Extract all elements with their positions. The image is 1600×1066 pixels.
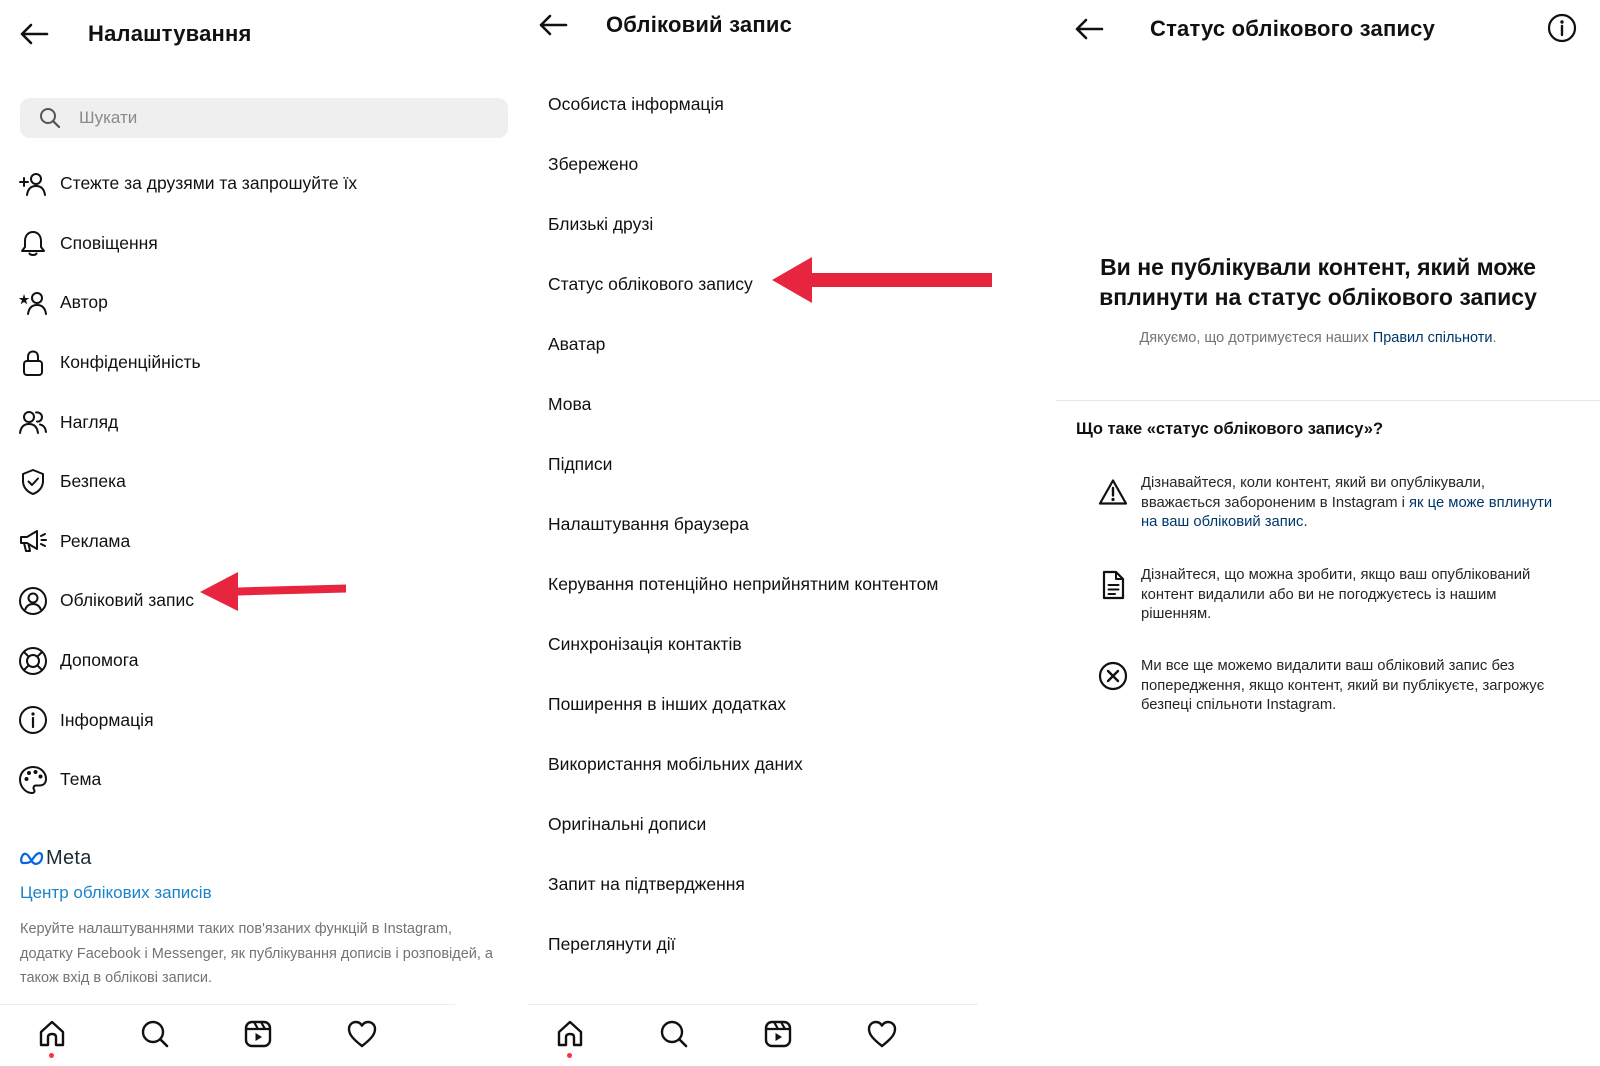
info-text: Дізнавайтеся, коли контент, який ви опублікували, вважається забороненим в Instagram і	[1141, 475, 1485, 511]
annotation-arrow	[770, 256, 996, 304]
account-status-panel	[1056, 0, 1600, 1066]
thanks-suffix: .	[1492, 330, 1497, 346]
settings-item-label: Стежте за друзями та запрошуйте їх	[60, 173, 358, 194]
notification-dot	[567, 1053, 572, 1058]
x-circle-icon	[1096, 657, 1130, 691]
settings-item-label: Реклама	[60, 530, 131, 551]
info-item	[1096, 566, 1576, 625]
settings-panel	[0, 0, 520, 1066]
settings-menu	[18, 154, 508, 810]
settings-item-supervision[interactable]	[18, 392, 508, 452]
info-icon[interactable]	[1545, 11, 1579, 45]
settings-item-creator[interactable]	[18, 273, 508, 333]
thanks-text	[1066, 330, 1570, 346]
lock-icon	[18, 348, 48, 378]
search-icon[interactable]	[657, 1017, 691, 1051]
page-title: Обліковий запис	[606, 12, 793, 37]
account-item[interactable]: Використання мобільних даних	[548, 753, 803, 774]
home-icon[interactable]	[35, 1017, 69, 1051]
annotation-arrow	[198, 568, 350, 614]
divider	[1056, 400, 1600, 401]
settings-item-security[interactable]	[18, 452, 508, 512]
account-item[interactable]: Збережено	[548, 153, 639, 174]
add-person-icon	[18, 169, 48, 199]
heart-icon[interactable]	[865, 1017, 899, 1051]
document-icon	[1096, 566, 1130, 600]
settings-item-follow-invite[interactable]	[18, 154, 508, 214]
bottom-nav	[528, 1004, 978, 1066]
settings-item-about[interactable]	[18, 690, 508, 750]
meta-accounts-center-section	[20, 845, 510, 991]
info-item-text	[1141, 474, 1561, 533]
settings-item-label: Нагляд	[60, 411, 119, 432]
back-arrow-icon[interactable]	[536, 8, 570, 42]
supervision-people-icon	[18, 407, 48, 437]
settings-item-theme[interactable]	[18, 750, 508, 810]
account-item[interactable]: Налаштування браузера	[548, 513, 749, 534]
home-icon[interactable]	[553, 1017, 587, 1051]
settings-item-ads[interactable]	[18, 512, 508, 572]
info-icon	[18, 705, 48, 735]
settings-item-label: Сповіщення	[60, 232, 158, 253]
account-item[interactable]: Оригінальні дописи	[548, 813, 707, 834]
info-suffix: .	[1303, 514, 1308, 530]
warning-triangle-icon	[1096, 474, 1130, 508]
impact-link[interactable]: як це може вплинути на ваш обліковий запис	[1141, 494, 1553, 530]
palette-icon	[18, 765, 48, 795]
meta-logo-text: Meta	[46, 846, 92, 869]
info-item-text: Дізнайтеся, що можна зробити, якщо ваш опублікований контент видалили або ви не погоджуєтесь із нашим рішенням.	[1141, 567, 1531, 622]
account-item[interactable]: Синхронізація контактів	[548, 633, 742, 654]
search-bar[interactable]	[20, 98, 508, 138]
account-item[interactable]: Запит на підтвердження	[548, 873, 745, 894]
bell-icon	[18, 228, 48, 258]
settings-item-label: Інформація	[60, 709, 154, 730]
account-circle-icon	[18, 586, 48, 616]
accounts-center-link[interactable]: Центр облікових записів	[20, 883, 212, 902]
settings-item-privacy[interactable]	[18, 333, 508, 393]
info-item-text: Ми все ще можемо видалити ваш обліковий запис без попередження, якщо контент, який ви публікуєте, загрожує безпеці спільноти Instagram.	[1141, 658, 1545, 713]
account-item[interactable]: Мова	[548, 393, 592, 414]
info-item	[1096, 474, 1576, 533]
settings-item-label: Обліковий запис	[60, 590, 195, 611]
accounts-center-description: Керуйте налаштуваннями таких пов'язаних функцій в Instagram, додатку Facebook і Messenger, як публікування дописів і розповідей, а також вхід в облікові записи.	[20, 921, 493, 986]
account-item[interactable]: Особиста інформація	[548, 93, 724, 114]
lifebuoy-icon	[18, 646, 48, 676]
megaphone-icon	[18, 526, 48, 556]
settings-item-notifications[interactable]	[18, 214, 508, 274]
meta-infinity-icon	[20, 851, 44, 865]
back-arrow-icon[interactable]	[17, 17, 51, 51]
community-guidelines-link[interactable]: Правил спільноти	[1372, 330, 1493, 346]
settings-item-label: Безпека	[60, 471, 126, 492]
account-item[interactable]: Близькі друзі	[548, 213, 654, 234]
account-panel	[528, 0, 996, 1066]
thanks-prefix: Дякуємо, що дотримуєтеся наших	[1139, 330, 1373, 346]
section-heading: Що таке «статус облікового запису»?	[1076, 420, 1384, 438]
account-menu	[548, 74, 988, 974]
search-icon	[39, 107, 61, 129]
notification-dot	[49, 1053, 54, 1058]
settings-item-label: Тема	[60, 769, 102, 790]
account-item[interactable]: Аватар	[548, 333, 606, 354]
creator-star-person-icon	[18, 288, 48, 318]
bottom-nav	[0, 1004, 455, 1066]
account-item-status[interactable]: Статус облікового запису	[548, 273, 753, 294]
settings-item-label: Допомога	[60, 650, 139, 671]
settings-item-label: Автор	[60, 292, 108, 313]
shield-check-icon	[18, 467, 48, 497]
account-item[interactable]: Керування потенційно неприйнятним контентом	[548, 573, 939, 594]
status-headline: Ви не публікували контент, який може вплинути на статус облікового запису	[1099, 254, 1537, 310]
meta-logo	[20, 845, 510, 871]
page-title: Статус облікового запису	[1150, 16, 1436, 41]
account-item[interactable]: Поширення в інших додатках	[548, 693, 787, 714]
heart-icon[interactable]	[345, 1017, 379, 1051]
reels-icon[interactable]	[241, 1017, 275, 1051]
search-input[interactable]	[79, 108, 479, 128]
back-arrow-icon[interactable]	[1072, 12, 1106, 46]
settings-item-label: Конфіденційність	[60, 352, 201, 373]
settings-item-help[interactable]	[18, 631, 508, 691]
account-item[interactable]: Підписи	[548, 453, 613, 474]
search-icon[interactable]	[138, 1017, 172, 1051]
info-item	[1096, 657, 1576, 716]
page-title: Налаштування	[88, 21, 252, 46]
account-item[interactable]: Переглянути дії	[548, 933, 676, 954]
reels-icon[interactable]	[761, 1017, 795, 1051]
